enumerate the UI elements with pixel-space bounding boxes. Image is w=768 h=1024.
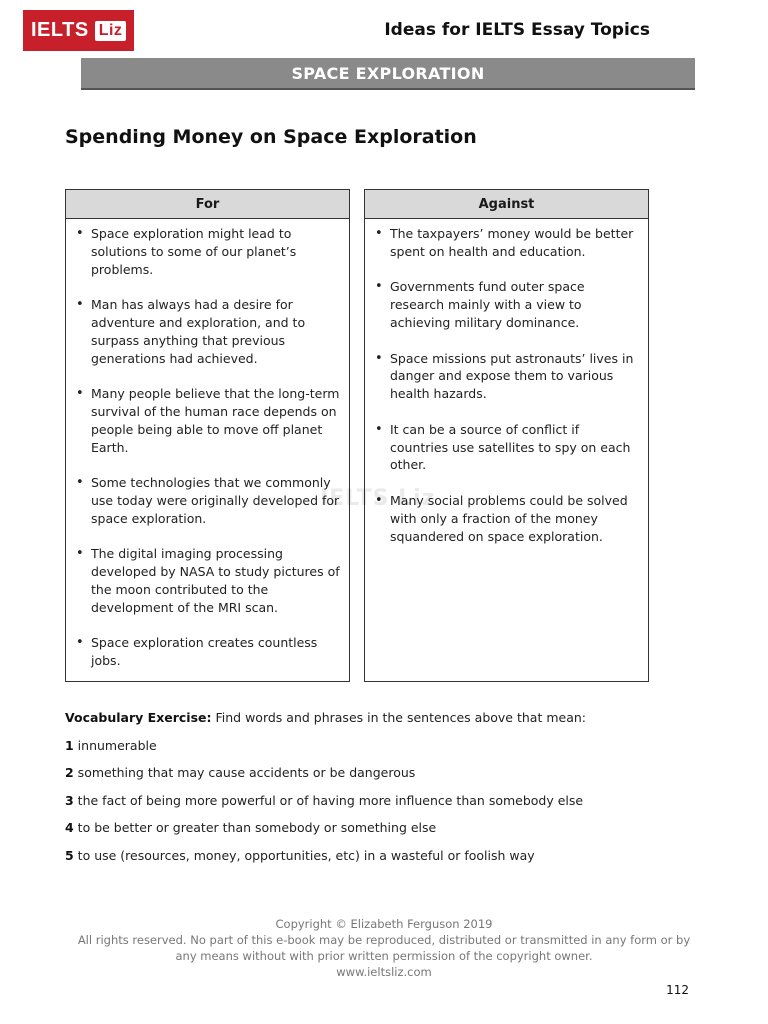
watermark: IELTS Liz — [320, 486, 436, 511]
for-item: • Some technologies that we commonly use today were originally developed for space exploration. — [91, 474, 341, 527]
for-list — [66, 219, 349, 670]
for-item: • Many people believe that the long-term survival of the human race depends on people being able to move off planet Earth. — [91, 385, 341, 456]
vocabulary-exercise — [65, 710, 705, 876]
for-item: • The digital imaging processing developed by NASA to study pictures of the moon contributed to the development of the MRI scan. — [91, 545, 341, 616]
vocab-item-text: to be better or greater than somebody or something else — [73, 820, 437, 836]
against-column-title: Against — [365, 190, 648, 219]
for-column-title: For — [66, 190, 349, 219]
for-item: • Man has always had a desire for adventure and exploration, and to surpass anything that previous generations had achieved. — [91, 296, 341, 367]
vocab-item — [65, 793, 705, 808]
vocab-instruction-text: Find words and phrases in the sentences above that mean: — [211, 710, 586, 725]
section-banner: SPACE EXPLORATION — [81, 58, 695, 90]
copyright-line: Copyright © Elizabeth Ferguson 2019 — [275, 917, 493, 931]
vocab-item — [65, 820, 705, 835]
vocab-item-number: 3 — [65, 792, 74, 808]
vocab-item-number: 5 — [65, 847, 74, 863]
logo-sub-text: Liz — [95, 21, 127, 41]
vocab-label: Vocabulary Exercise: — [65, 710, 212, 725]
website-link[interactable]: www.ieltsliz.com — [336, 965, 432, 979]
vocab-item — [65, 848, 705, 863]
for-column — [65, 189, 350, 682]
vocab-item — [65, 765, 705, 780]
vocab-item-text: innumerable — [73, 737, 157, 753]
against-item: • Governments fund outer space research mainly with a view to achieving military dominance. — [390, 278, 640, 331]
against-item: • Many social problems could be solved with only a fraction of the money squandered on space exploration. — [390, 492, 640, 545]
against-item: • It can be a source of conflict if countries use satellites to spy on each other. — [390, 421, 640, 474]
page-heading: Spending Money on Space Exploration — [65, 126, 477, 148]
vocab-item-text: the fact of being more powerful or of having more influence than somebody else — [73, 792, 584, 808]
rights-line-1: All rights reserved. No part of this e-book may be reproduced, distributed or transmitted in any form or by — [77, 933, 691, 947]
ielts-liz-logo — [23, 10, 134, 51]
copyright-footer — [0, 916, 768, 980]
against-item: • Space missions put astronauts’ lives in danger and expose them to various health hazards. — [390, 350, 640, 403]
page-number: 112 — [666, 983, 689, 997]
for-item: • Space exploration creates countless jobs. — [91, 634, 341, 670]
for-item: • Space exploration might lead to solutions to some of our planet’s problems. — [91, 225, 341, 278]
vocab-item — [65, 738, 705, 753]
vocab-instruction — [65, 710, 705, 725]
document-title: Ideas for IELTS Essay Topics — [384, 20, 650, 40]
against-item: • The taxpayers’ money would be better spent on health and education. — [390, 225, 640, 261]
vocab-item-text: to use (resources, money, opportunities, etc) in a wasteful or foolish way — [73, 847, 535, 863]
rights-line-2: any means without with prior written permission of the copyright owner. — [175, 949, 593, 963]
vocab-item-text: something that may cause accidents or be dangerous — [73, 765, 416, 781]
against-column — [364, 189, 649, 682]
vocab-item-number: 1 — [65, 737, 74, 753]
logo-main-text: IELTS — [31, 19, 89, 41]
vocab-item-number: 2 — [65, 765, 74, 781]
vocab-item-number: 4 — [65, 820, 74, 836]
